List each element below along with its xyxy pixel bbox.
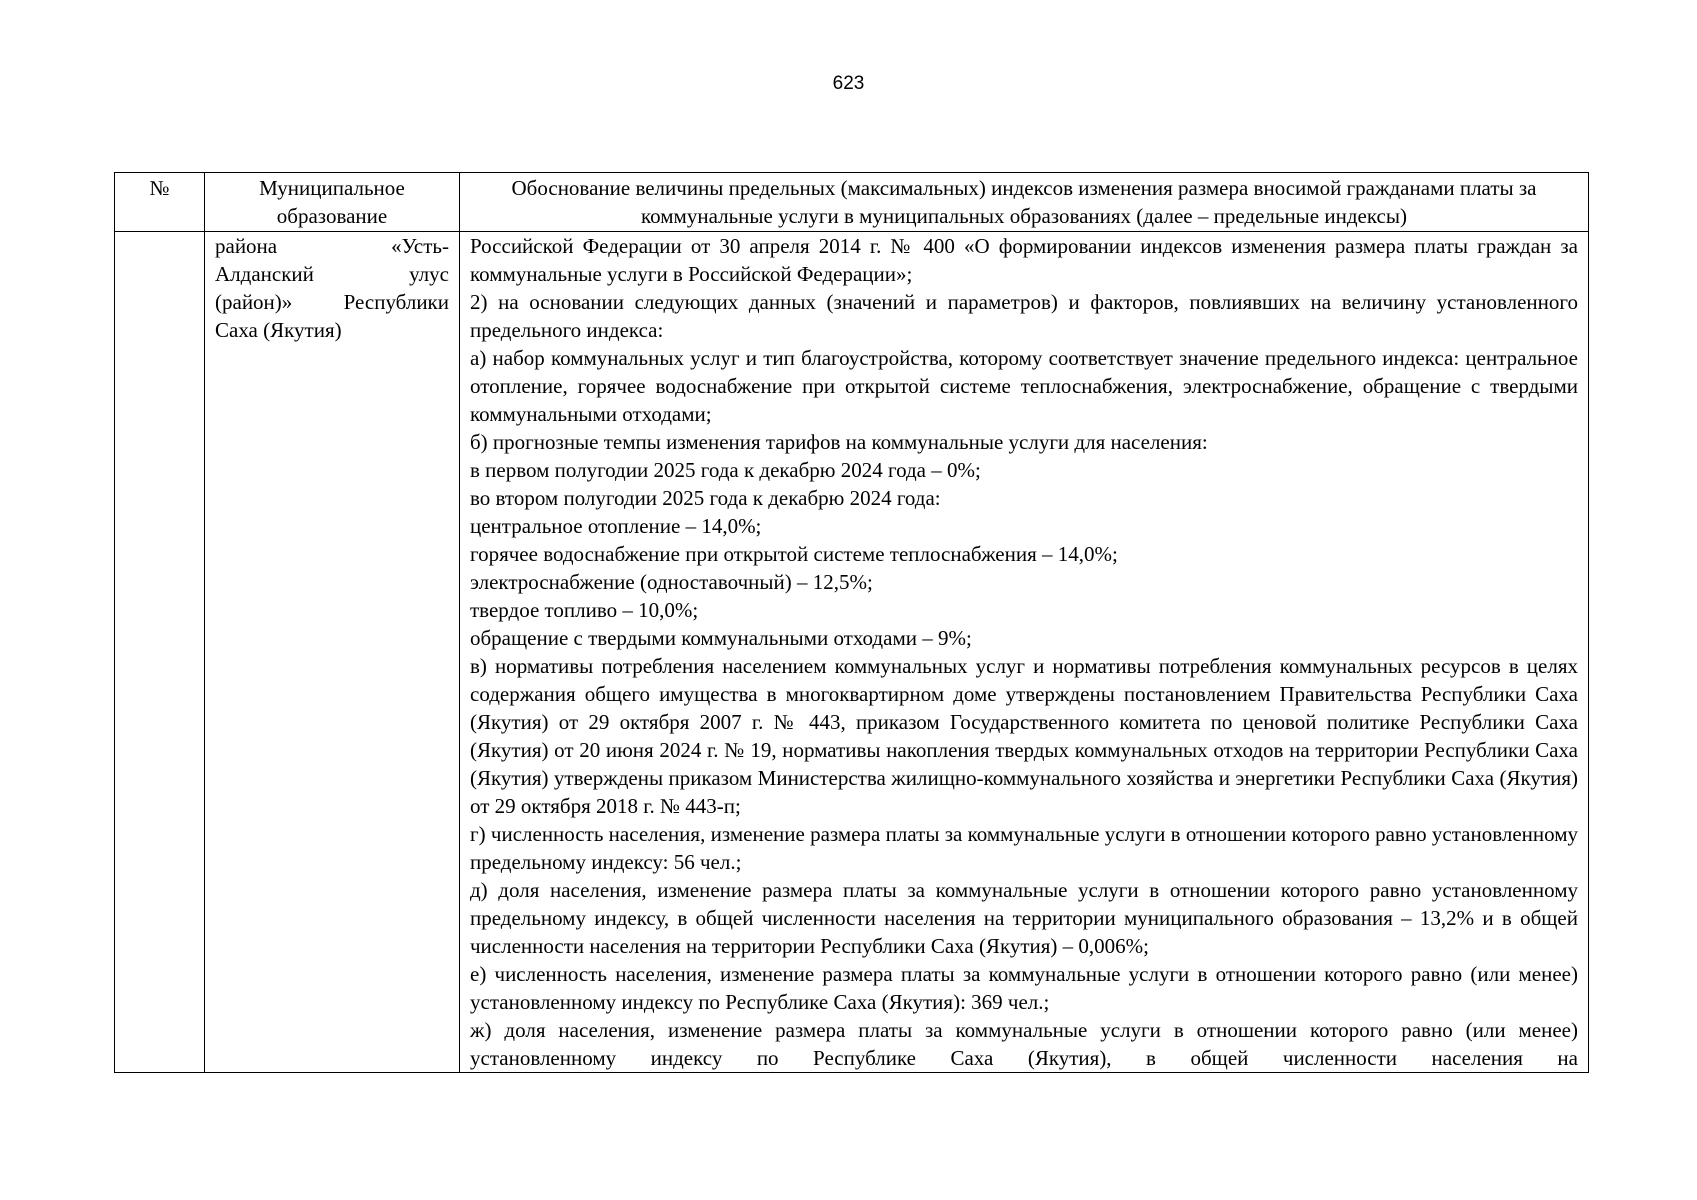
justification-paragraph: горячее водоснабжение при открытой системе теплоснабжения – 14,0%; (470, 542, 1118, 566)
page-number: 623 (832, 73, 865, 94)
justification-paragraph: 2) на основании следующих данных (значений и параметров) и факторов, повлиявших на величину установленного предельного индекса: (470, 290, 1578, 342)
header-municipality: Муниципальное образование (205, 173, 460, 232)
row-justification (460, 232, 1589, 1073)
header-justification: Обоснование величины предельных (максимальных) индексов изменения размера вносимой гражданами платы за коммунальные услуги в муниципальных образованиях (далее – предельные индексы) (460, 173, 1589, 232)
table-row (115, 232, 1589, 1073)
justification-paragraph: ж) доля населения, изменение размера платы за коммунальные услуги в отношении которого равно (или менее) установленному индексу по Республике Саха (Якутия), в общей численности населения на (470, 1018, 1578, 1070)
justification-paragraph: во втором полугодии 2025 года к декабрю 2024 года: (470, 486, 941, 510)
municipality-line: района «Усть- (215, 234, 449, 258)
justification-paragraph: электроснабжение (одноставочный) – 12,5%; (470, 570, 873, 594)
justification-paragraph: Российской Федерации от 30 апреля 2014 г. № 400 «О формировании индексов изменения размера платы граждан за коммунальные услуги в Российской Федерации»; (470, 234, 1578, 286)
justification-paragraph: б) прогнозные темпы изменения тарифов на коммунальные услуги для населения: (470, 430, 1208, 454)
municipality-line: Саха (Якутия) (215, 318, 342, 342)
municipality-line: (район)» Республики (215, 290, 449, 314)
justification-paragraph: е) численность населения, изменение размера платы за коммунальные услуги в отношении которого равно (или менее) установленному индексу по Республике Саха (Якутия): 369 чел.; (470, 962, 1578, 1014)
justification-table (114, 172, 1589, 1073)
justification-paragraph: а) набор коммунальных услуг и тип благоустройства, которому соответствует значение предельного индекса: центральное отопление, горячее водоснабжение при открытой системе теплоснабжения, электроснабжение, обращение с твердыми коммунальными отходами; (470, 346, 1578, 426)
header-number: № (115, 173, 205, 232)
justification-paragraph: в) нормативы потребления населением коммунальных услуг и нормативы потребления коммунальных ресурсов в целях содержания общего имущества в многоквартирном доме утверждены постановлением Правительства Республики Саха (Якутия) от 29 октября 2007 г. № 443, приказом Государственного комитета по ценовой политике Республики Саха (Якутия) от 20 июня 2024 г. № 19, нормативы накопления твердых коммунальных отходов на территории Республики Саха (Якутия) утверждены приказом Министерства жилищно-коммунального хозяйства и энергетики Республики Саха (Якутия) от 29 октября 2018 г. № 443-п; (470, 654, 1578, 818)
justification-paragraph: в первом полугодии 2025 года к декабрю 2024 года – 0%; (470, 458, 981, 482)
justification-paragraph: обращение с твердыми коммунальными отходами – 9%; (470, 626, 972, 650)
row-number (115, 232, 205, 1073)
row-municipality (205, 232, 460, 1073)
justification-paragraph: д) доля населения, изменение размера платы за коммунальные услуги в отношении которого равно установленному предельному индексу, в общей численности населения на территории муниципального образования – 13,2% и в общей численности населения на территории Республики Саха (Якутия) – 0,006%; (470, 878, 1578, 958)
table-header-row (115, 173, 1589, 232)
municipality-line: Алданский улус (215, 262, 449, 286)
justification-paragraph: центральное отопление – 14,0%; (470, 514, 762, 538)
justification-paragraph: твердое топливо – 10,0%; (470, 598, 699, 622)
justification-paragraph: г) численность населения, изменение размера платы за коммунальные услуги в отношении которого равно установленному предельному индексу: 56 чел.; (470, 822, 1578, 874)
